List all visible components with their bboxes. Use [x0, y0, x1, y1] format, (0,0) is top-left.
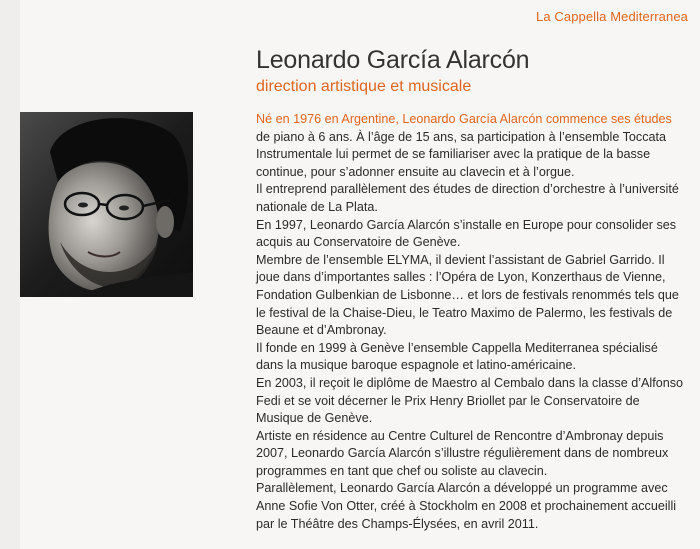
artist-portrait — [20, 112, 193, 297]
page-margin-band — [0, 0, 20, 549]
artist-role: direction artistique et musicale — [256, 78, 472, 95]
bio-paragraph-residence: Artiste en résidence au Centre Culturel de Rencontre d’Ambronay depuis 2007, Leonardo García Alarcón s’illustre régulièrement dans de nombreux programmes en tant que chef ou soliste au clavecin. — [256, 428, 669, 478]
bio-paragraph-birth — [256, 111, 688, 181]
ensemble-header: La Cappella Mediterranea — [536, 9, 688, 24]
bio-paragraph-elyma: Membre de l’ensemble ELYMA, il devient l’assistant de Gabriel Garrido. Il joue dans d’importantes salles : l’Opéra de Lyon, Konzerthaus de Vienne, Fondation Gulbenkian de Lisbonne… et lors de festivals renommés tels que le festival de la Chaise-Dieu, le Teatro Maximo de Palermo, les festivals de Beaune et d’Ambronay. — [256, 252, 679, 338]
bio-paragraph-studies: Il entreprend parallèlement des études de direction d’orchestre à l’université nationale de La Plata. — [256, 182, 679, 214]
biography — [256, 111, 688, 533]
bio-paragraph-founding: Il fonde en 1999 à Genève l’ensemble Cappella Mediterranea spécialisé dans la musique baroque espagnole et latino-américaine. — [256, 340, 658, 373]
bio-paragraph-birth-rest: de piano à 6 ans. À l’âge de 15 ans, sa participation à l’ensemble Toccata Instrumentale lui permet de se familiariser avec la pratique de la basse continue, pour s’adonner ensuite au clavecin et à l’orgue. — [256, 129, 667, 179]
bio-paragraph-europe: En 1997, Leonardo García Alarcón s’installe en Europe pour consolider ses acquis au Conservatoire de Genève. — [256, 217, 677, 250]
artist-name: Leonardo García Alarcón — [256, 46, 530, 74]
bio-paragraph-program: Parallèlement, Leonardo García Alarcón a développé un programme avec Anne Sofie Von Otter, créé à Stockholm en 2008 et prochainement accueilli par le Théâtre des Champs-Élysées, en avril 2011. — [256, 481, 677, 531]
bio-paragraph-diploma: En 2003, il reçoit le diplôme de Maestro al Cembalo dans la classe d’Alfonso Fedi et se voit décerner le Prix Henry Briollet par le Conservatoire de Musique de Genève. — [256, 375, 684, 426]
bio-lead-sentence: Né en 1976 en Argentine, Leonardo García Alarcón commence ses études — [256, 112, 672, 126]
